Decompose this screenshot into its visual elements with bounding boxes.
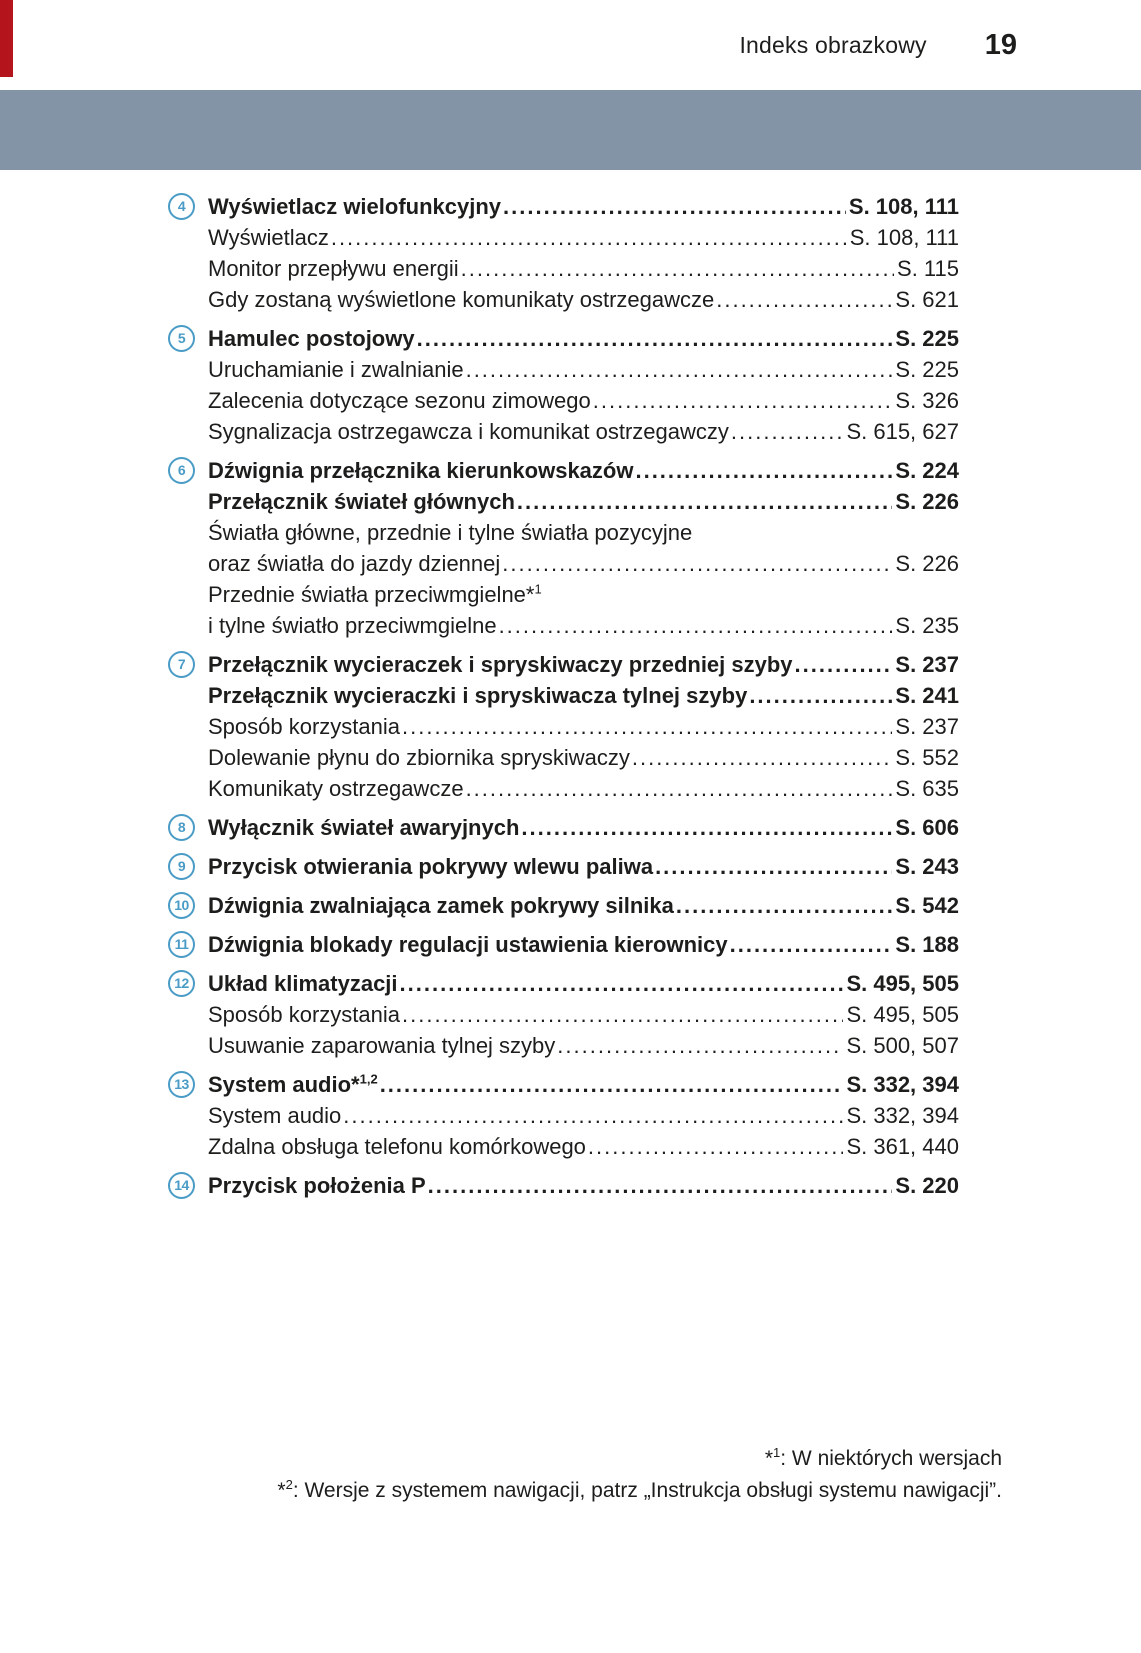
entry-label: Sposób korzystania <box>208 714 400 739</box>
index-row <box>168 929 959 960</box>
page-ref: S. 225 <box>895 326 959 351</box>
footnote <box>277 1475 1002 1507</box>
index-row <box>168 680 959 711</box>
entry-label: Usuwanie zaparowania tylnej szyby <box>208 1033 556 1058</box>
index-row <box>168 354 959 385</box>
index-item <box>168 323 959 447</box>
dot-leader <box>676 890 893 921</box>
page-ref: S. 495, 505 <box>846 1002 959 1027</box>
page-ref: S. 220 <box>895 1173 959 1198</box>
footnote-ref: 2 <box>285 1477 293 1492</box>
index-row <box>168 1170 959 1201</box>
index-row <box>168 323 959 354</box>
page-ref: S. 332, 394 <box>846 1072 959 1097</box>
entry-label: Sposób korzystania <box>208 1002 400 1027</box>
dot-leader <box>499 610 893 641</box>
entry-label: Komunikaty ostrzegawcze <box>208 776 464 801</box>
dot-leader <box>517 486 893 517</box>
footnote-star: * <box>277 1479 286 1502</box>
index-row <box>168 284 959 315</box>
page-ref: S. 243 <box>895 854 959 879</box>
entry-label: Przełącznik wycieraczki i spryskiwacza tylnej szyby <box>208 683 748 708</box>
dot-leader <box>331 222 847 253</box>
index-item <box>168 812 959 843</box>
entry-label: Dźwignia przełącznika kierunkowskazów <box>208 458 634 483</box>
dot-leader <box>632 742 893 773</box>
item-number-badge: 4 <box>168 193 195 220</box>
index-item <box>168 649 959 804</box>
item-number-badge: 14 <box>168 1172 195 1199</box>
dot-leader <box>716 284 892 315</box>
entry-label: oraz światła do jazdy dziennej <box>208 551 501 576</box>
dot-leader <box>343 1100 843 1131</box>
index-row <box>168 385 959 416</box>
entry-label: Uruchamianie i zwalnianie <box>208 357 464 382</box>
entry-label: Wyświetlacz wielofunkcyjny <box>208 194 502 219</box>
page-number: 19 <box>984 28 1017 61</box>
index-row <box>168 851 959 882</box>
entry-label: Światła główne, przednie i tylne światła pozycyjne <box>208 520 693 545</box>
page-ref: S. 552 <box>895 745 959 770</box>
index-item <box>168 1069 959 1162</box>
index-item <box>168 191 959 315</box>
page-ref: S. 241 <box>895 683 959 708</box>
index-row <box>168 968 959 999</box>
page-ref: S. 361, 440 <box>846 1134 959 1159</box>
entry-label: Przycisk położenia P <box>208 1173 426 1198</box>
dot-leader <box>402 711 892 742</box>
footnote-ref: 1,2 <box>359 1071 378 1087</box>
dot-leader <box>503 191 846 222</box>
dot-leader <box>502 548 892 579</box>
dot-leader <box>593 385 893 416</box>
index-item <box>168 1170 959 1201</box>
item-number-badge: 8 <box>168 814 195 841</box>
header-band <box>0 90 1141 170</box>
page-ref: S. 237 <box>895 652 959 677</box>
entry-label: Dźwignia blokady regulacji ustawienia kierownicy <box>208 932 728 957</box>
dot-leader <box>521 812 892 843</box>
page-ref: S. 108, 111 <box>849 225 959 250</box>
index-row <box>168 548 959 579</box>
entry-label: Gdy zostaną wyświetlone komunikaty ostrzegawcze <box>208 287 715 312</box>
entry-label: Przełącznik wycieraczek i spryskiwaczy przedniej szyby <box>208 652 793 677</box>
dot-leader <box>461 253 894 284</box>
item-number-badge: 10 <box>168 892 195 919</box>
section-title: Indeks obrazkowy <box>739 31 927 58</box>
dot-leader <box>428 1170 893 1201</box>
index-item <box>168 890 959 921</box>
page-ref: S. 621 <box>895 287 959 312</box>
dot-leader <box>749 680 892 711</box>
entry-label: Wyświetlacz <box>208 225 329 250</box>
page-ref: S. 235 <box>895 613 959 638</box>
item-number-badge: 11 <box>168 931 195 958</box>
entry-label: Przycisk otwierania pokrywy wlewu paliwa <box>208 854 654 879</box>
index-row <box>168 191 959 222</box>
dot-leader <box>417 323 893 354</box>
dot-leader <box>731 416 844 447</box>
index-row <box>168 890 959 921</box>
item-number-badge: 6 <box>168 457 195 484</box>
entry-label: Wyłącznik świateł awaryjnych <box>208 815 520 840</box>
page-ref: S. 225 <box>895 357 959 382</box>
index-row <box>168 649 959 680</box>
entry-label: Przednie światła przeciwmgielne*$^1$ <box>208 581 542 607</box>
dot-leader <box>730 929 893 960</box>
entry-label: Układ klimatyzacji <box>208 971 398 996</box>
entry-label: System audio <box>208 1103 342 1128</box>
dot-leader <box>795 649 893 680</box>
page-ref: S. 115 <box>897 256 959 281</box>
index-row <box>168 1100 959 1131</box>
page-ref: S. 606 <box>895 815 959 840</box>
index-item <box>168 968 959 1061</box>
index-row <box>168 579 959 610</box>
index-row <box>168 812 959 843</box>
page-ref: S. 226 <box>895 551 959 576</box>
entry-label: Przełącznik świateł głównych <box>208 489 515 514</box>
index-row <box>168 1131 959 1162</box>
page-ref: S. 108, 111 <box>848 194 959 219</box>
page-ref: S. 495, 505 <box>846 971 959 996</box>
entry-label: Sygnalizacja ostrzegawcza i komunikat ostrzegawczy <box>208 419 729 444</box>
index-list <box>168 191 959 1209</box>
dot-leader <box>402 999 843 1030</box>
dot-leader <box>588 1131 844 1162</box>
footnote-star: * <box>764 1447 774 1470</box>
item-number-badge: 12 <box>168 970 195 997</box>
index-row <box>168 1069 959 1100</box>
dot-leader <box>400 968 844 999</box>
footnote-ref: 1 <box>773 1445 781 1460</box>
footnote-star: * <box>351 1072 360 1097</box>
page-ref: S. 332, 394 <box>846 1103 959 1128</box>
page-ref: S. 226 <box>895 489 959 514</box>
index-row <box>168 610 959 641</box>
entry-label: System audio*$^{1,2}$ <box>208 1071 378 1097</box>
page-ref: S. 188 <box>895 932 959 957</box>
entry-label: Zalecenia dotyczące sezonu zimowego <box>208 388 591 413</box>
page-ref: S. 542 <box>895 893 959 918</box>
page-ref: S. 500, 507 <box>846 1033 959 1058</box>
index-row <box>168 773 959 804</box>
item-number-badge: 9 <box>168 853 195 880</box>
item-number-badge: 7 <box>168 651 195 678</box>
footnote-star: * <box>525 582 535 607</box>
item-number-badge: 5 <box>168 325 195 352</box>
index-row <box>168 253 959 284</box>
index-row <box>168 486 959 517</box>
entry-label: Dolewanie płynu do zbiornika spryskiwaczy <box>208 745 630 770</box>
page-header <box>0 0 1141 90</box>
dot-leader <box>466 354 893 385</box>
item-number-badge: 13 <box>168 1071 195 1098</box>
entry-label: Monitor przepływu energii <box>208 256 459 281</box>
index-item <box>168 851 959 882</box>
footnote <box>277 1443 1002 1475</box>
dot-leader <box>635 455 892 486</box>
index-item <box>168 929 959 960</box>
footnote-text: : W niektórych wersjach <box>780 1447 1002 1470</box>
index-row <box>168 742 959 773</box>
dot-leader <box>655 851 892 882</box>
index-row <box>168 455 959 486</box>
page-ref: S. 615, 627 <box>846 419 959 444</box>
entry-label: Zdalna obsługa telefonu komórkowego <box>208 1134 586 1159</box>
page-ref: S. 635 <box>895 776 959 801</box>
page-ref: S. 237 <box>895 714 959 739</box>
entry-label: Hamulec postojowy <box>208 326 415 351</box>
entry-label: i tylne światło przeciwmgielne <box>208 613 497 638</box>
index-item <box>168 455 959 641</box>
index-row <box>168 222 959 253</box>
index-row <box>168 1030 959 1061</box>
dot-leader <box>380 1069 844 1100</box>
page-ref: S. 224 <box>895 458 959 483</box>
footnotes <box>277 1443 1002 1507</box>
index-row <box>168 416 959 447</box>
footnote-ref: 1 <box>534 581 542 597</box>
dot-leader <box>466 773 893 804</box>
index-row <box>168 517 959 548</box>
entry-label: Dźwignia zwalniająca zamek pokrywy silnika <box>208 893 674 918</box>
dot-leader <box>557 1030 843 1061</box>
page-ref: S. 326 <box>895 388 959 413</box>
footnote-text: : Wersje z systemem nawigacji, patrz „Instrukcja obsługi systemu nawigacji”. <box>292 1479 1002 1502</box>
index-row <box>168 711 959 742</box>
index-row <box>168 999 959 1030</box>
